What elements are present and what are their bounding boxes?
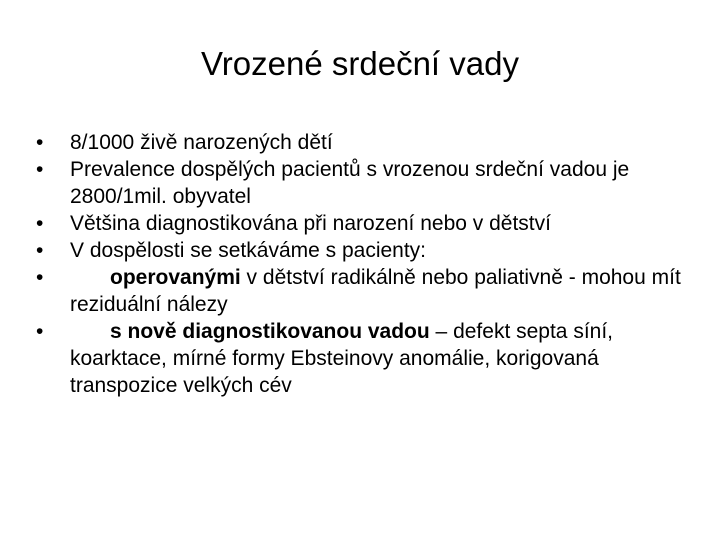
list-item-text: 8/1000 živě narozených dětí [70, 131, 333, 154]
list-item-text: V dospělosti se setkáváme s pacienty: [70, 239, 427, 262]
list-item-text: Většina diagnostikována při narození nebo v dětství [70, 212, 551, 235]
list-item [36, 318, 696, 399]
list-item-text: – defekt septa síní, koarktace, mírné formy Ebsteinovy anomálie, korigovaná transpozice velkých cév [70, 320, 613, 397]
list-item-text: v dětství radikálně nebo paliativně - mohou mít reziduální nálezy [70, 266, 681, 316]
bullet-icon: • [36, 158, 44, 181]
bullet-icon: • [36, 239, 44, 262]
bullet-icon: • [36, 320, 44, 343]
list-item-text: Prevalence dospělých pacientů s vrozenou srdeční vadou je 2800/1mil. obyvatel [70, 158, 630, 208]
slide-title: Vrozené srdeční vady [201, 45, 519, 82]
bullet-icon: • [36, 266, 44, 289]
list-item [36, 129, 696, 156]
bullet-list [36, 129, 696, 399]
list-item-emphasis: operovanými [110, 266, 241, 289]
list-item [36, 264, 696, 318]
bullet-icon: • [36, 131, 44, 154]
list-item [36, 156, 696, 210]
list-item-emphasis: s nově diagnostikovanou vadou [110, 320, 430, 343]
list-item [36, 237, 696, 264]
list-item [36, 210, 696, 237]
bullet-icon: • [36, 212, 44, 235]
